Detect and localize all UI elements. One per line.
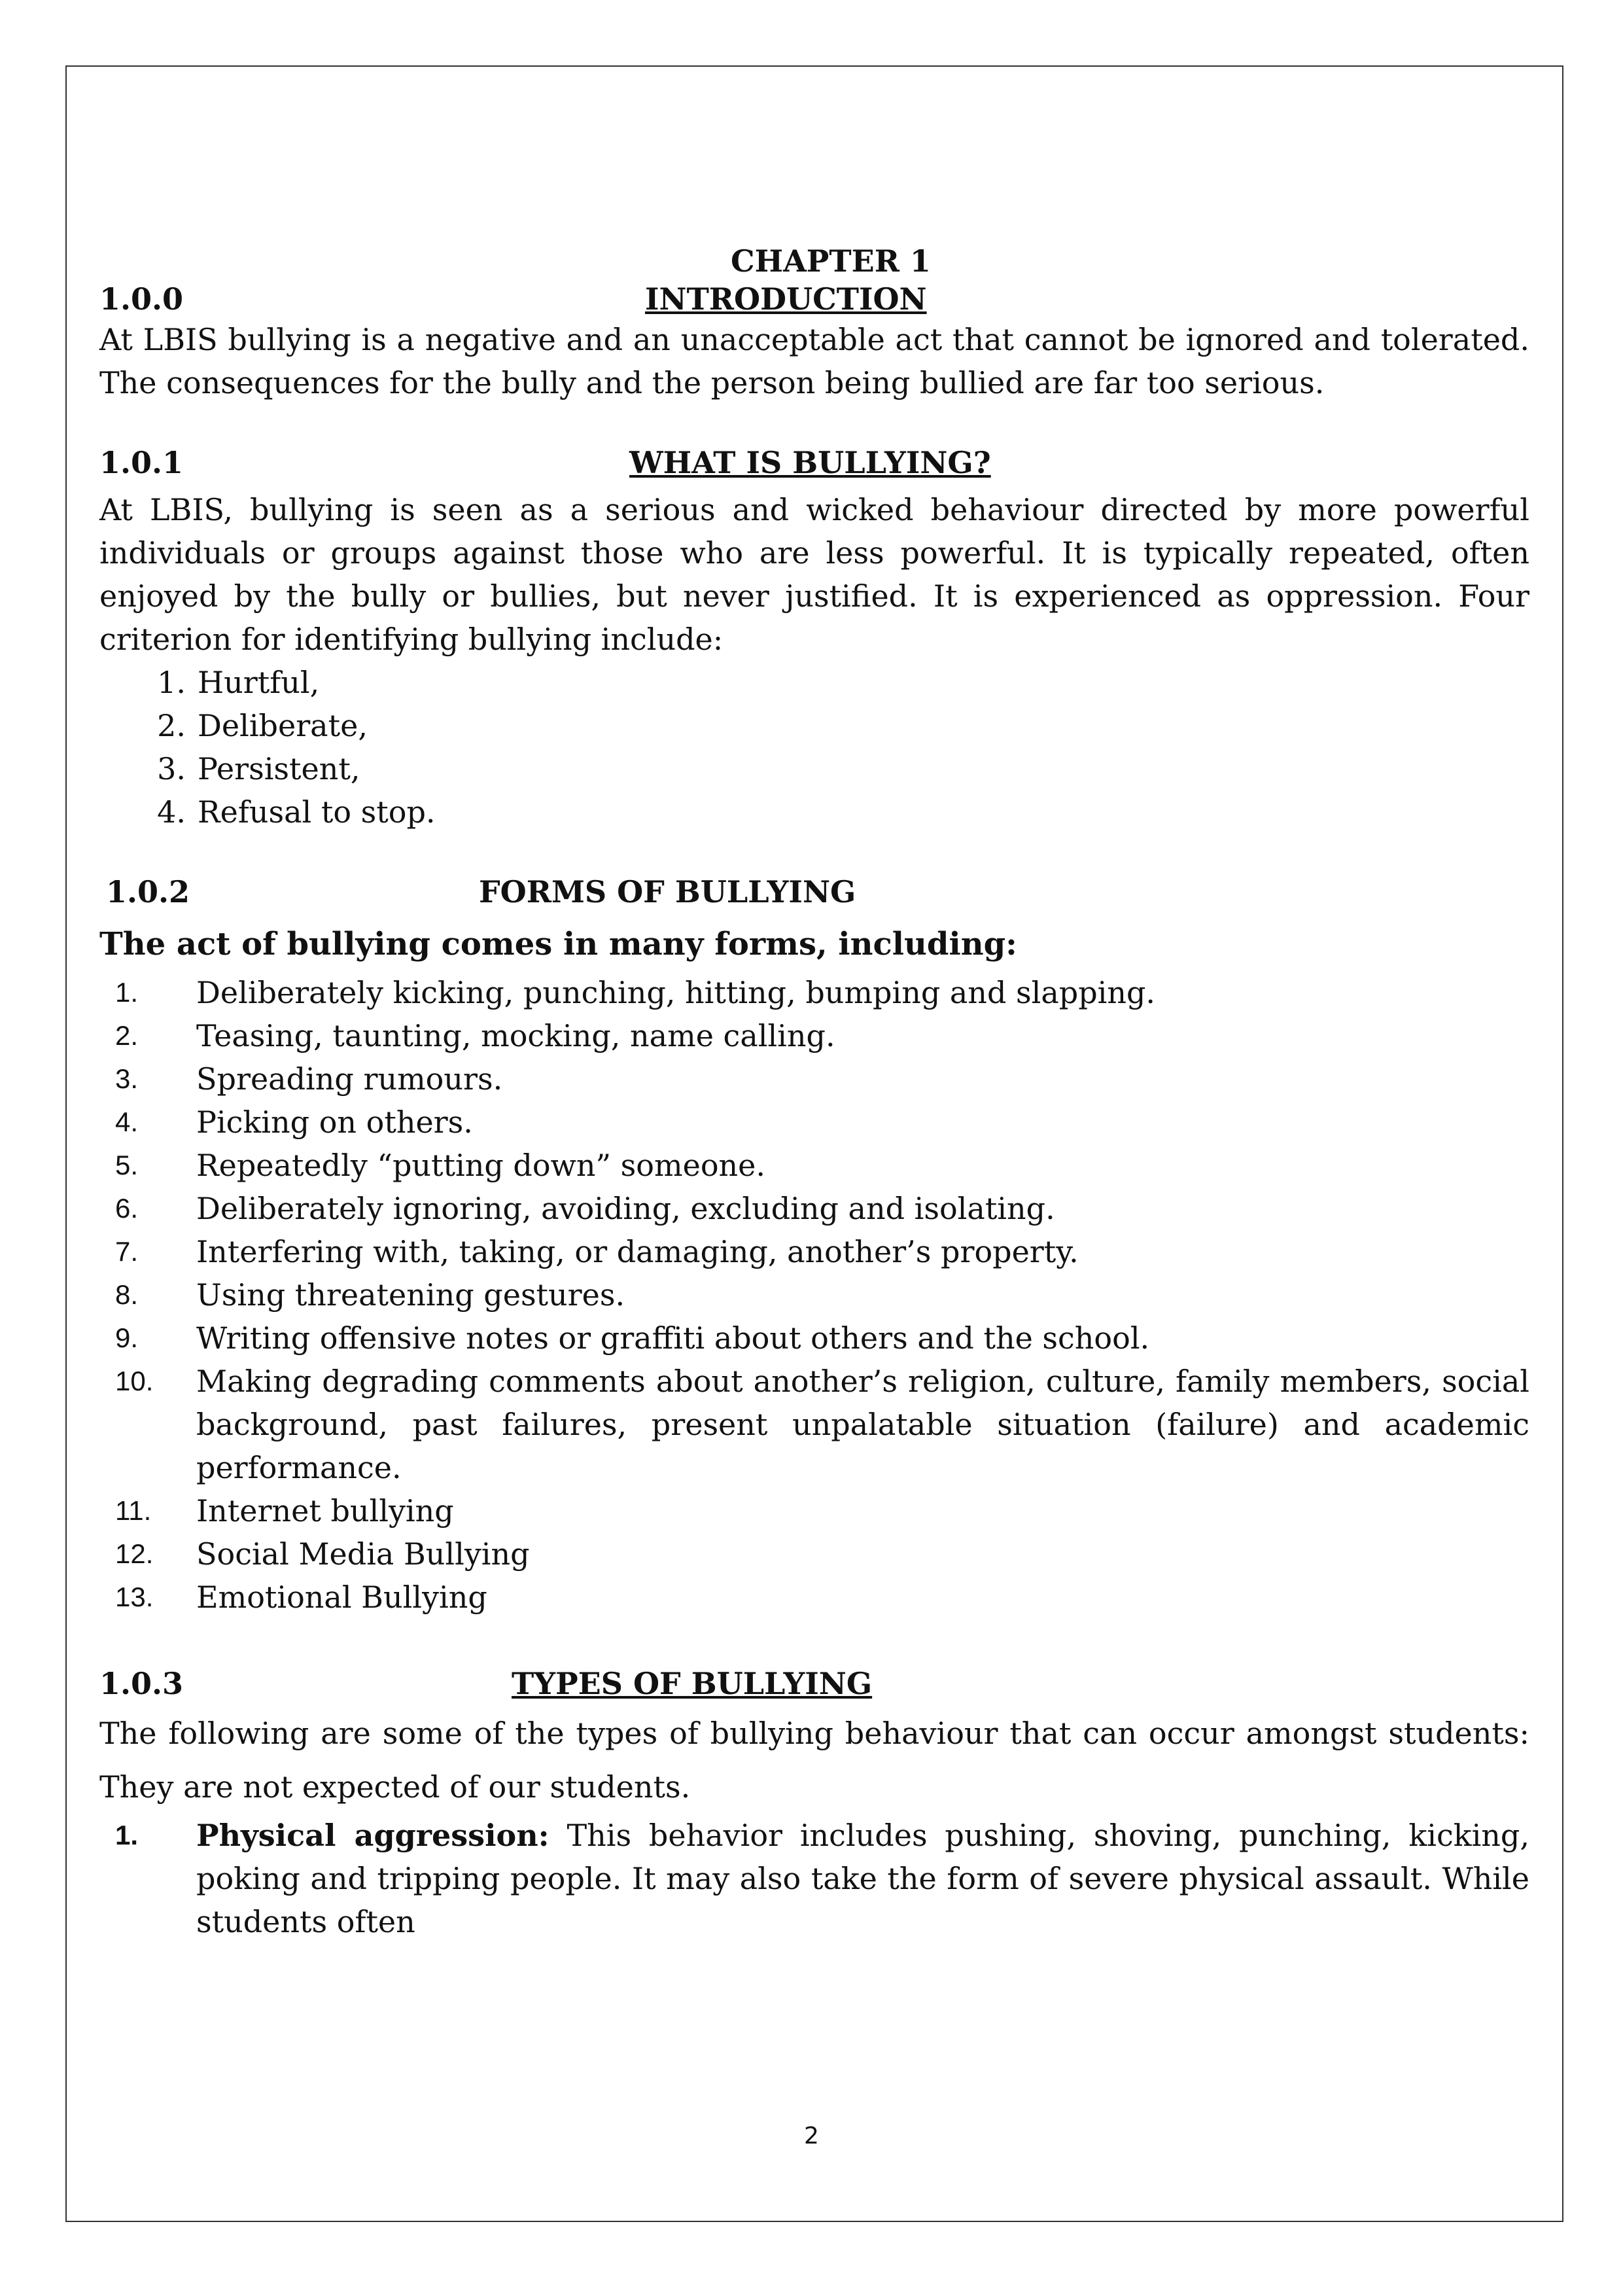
list-text xyxy=(196,1814,1529,1943)
section-number: 1.0.2 xyxy=(106,874,190,910)
what-is-paragraph: At LBIS, bullying is seen as a serious and wicked behaviour directed by more powerful individuals or groups against those who are less powerful. It is typically repeated, often enjoyed by the bully or bullies, but never justified. It is experienced as oppression. Four criterion for identifying bullying include: xyxy=(99,492,1529,657)
list-number: 3. xyxy=(115,1063,139,1094)
list-item xyxy=(99,1316,1529,1360)
list-text: Persistent, xyxy=(198,751,360,786)
list-number: 10. xyxy=(115,1366,154,1396)
list-number: 1. xyxy=(157,665,186,700)
list-text: Spreading rumours. xyxy=(196,1061,503,1097)
list-item xyxy=(99,1101,1529,1144)
list-item xyxy=(99,1360,1529,1489)
list-text: Making degrading comments about another’s religion, culture, family members, social background, past failures, present unpalatable situation (failure) and academic performance. xyxy=(196,1364,1529,1485)
intro-heading xyxy=(99,280,1529,318)
list-item xyxy=(99,1057,1529,1101)
list-number: 8. xyxy=(115,1279,139,1310)
type-description: This behavior includes pushing, shoving, punching, kicking, poking and tripping people. It may also take the form of severe physical assault. While students often xyxy=(196,1818,1530,1939)
list-text: Teasing, taunting, mocking, name calling. xyxy=(196,1018,835,1053)
section-title: TYPES OF BULLYING xyxy=(512,1666,873,1701)
list-text: Deliberately ignoring, avoiding, excluding and isolating. xyxy=(196,1191,1055,1226)
list-item xyxy=(99,1144,1529,1187)
types-heading xyxy=(99,1665,1529,1703)
what-is-heading xyxy=(99,444,1529,482)
list-number: 2. xyxy=(157,708,186,743)
forms-list xyxy=(99,971,1529,1619)
list-item xyxy=(99,1187,1529,1230)
list-item xyxy=(99,1014,1529,1057)
section-title: FORMS OF BULLYING xyxy=(479,874,856,910)
list-item xyxy=(99,747,1529,790)
list-number: 5. xyxy=(115,1150,139,1180)
list-item xyxy=(99,1273,1529,1316)
list-item xyxy=(99,790,1529,834)
list-item xyxy=(99,1576,1529,1619)
list-text: Emotional Bullying xyxy=(196,1580,487,1615)
list-number: 4. xyxy=(115,1106,139,1137)
list-number: 2. xyxy=(115,1020,139,1051)
section-title: INTRODUCTION xyxy=(645,281,927,317)
list-number: 1. xyxy=(115,977,139,1008)
list-text: Deliberately kicking, punching, hitting, bumping and slapping. xyxy=(196,975,1156,1010)
page-number: 2 xyxy=(804,2123,819,2149)
section-number: 1.0.0 xyxy=(99,281,184,317)
list-number: 4. xyxy=(157,794,186,830)
list-text: Deliberate, xyxy=(198,708,368,743)
list-item xyxy=(99,971,1529,1014)
type-label: Physical aggression: xyxy=(196,1818,550,1853)
list-text: Interfering with, taking, or damaging, another’s property. xyxy=(196,1234,1079,1269)
section-title: WHAT IS BULLYING? xyxy=(629,445,991,480)
document-body xyxy=(99,242,1529,1943)
types-list xyxy=(99,1814,1529,1943)
list-text: Using threatening gestures. xyxy=(196,1277,625,1313)
list-item xyxy=(99,1489,1529,1532)
list-number: 1. xyxy=(115,1820,139,1850)
chapter-label: CHAPTER 1 xyxy=(731,243,931,279)
list-text: Social Media Bullying xyxy=(196,1536,530,1572)
forms-heading xyxy=(99,873,1529,911)
list-number: 9. xyxy=(115,1322,139,1353)
list-text: Internet bullying xyxy=(196,1493,454,1528)
list-item xyxy=(99,1814,1529,1943)
list-item xyxy=(99,704,1529,747)
section-number: 1.0.1 xyxy=(99,445,184,480)
list-number: 13. xyxy=(115,1581,154,1612)
criteria-list xyxy=(99,661,1529,834)
types-intro: The following are some of the types of bullying behaviour that can occur amongst students: They are not expected of our students. xyxy=(99,1716,1529,1805)
list-number: 11. xyxy=(115,1495,152,1526)
forms-intro: The act of bullying comes in many forms, including: xyxy=(99,926,1017,963)
list-number: 12. xyxy=(115,1538,154,1569)
list-number: 6. xyxy=(115,1193,139,1224)
list-text: Hurtful, xyxy=(198,665,320,700)
list-text: Writing offensive notes or graffiti about others and the school. xyxy=(196,1320,1150,1356)
list-number: 3. xyxy=(157,751,186,786)
list-text: Picking on others. xyxy=(196,1104,473,1140)
intro-paragraph: At LBIS bullying is a negative and an unacceptable act that cannot be ignored and tolerated. The consequences for the bully and the person being bullied are far too serious. xyxy=(99,322,1529,400)
list-text: Repeatedly “putting down” someone. xyxy=(196,1148,765,1183)
list-item xyxy=(99,1532,1529,1576)
list-number: 7. xyxy=(115,1236,139,1267)
list-item xyxy=(99,1230,1529,1273)
list-item xyxy=(99,661,1529,704)
list-text: Refusal to stop. xyxy=(198,794,436,830)
section-number: 1.0.3 xyxy=(99,1666,184,1701)
